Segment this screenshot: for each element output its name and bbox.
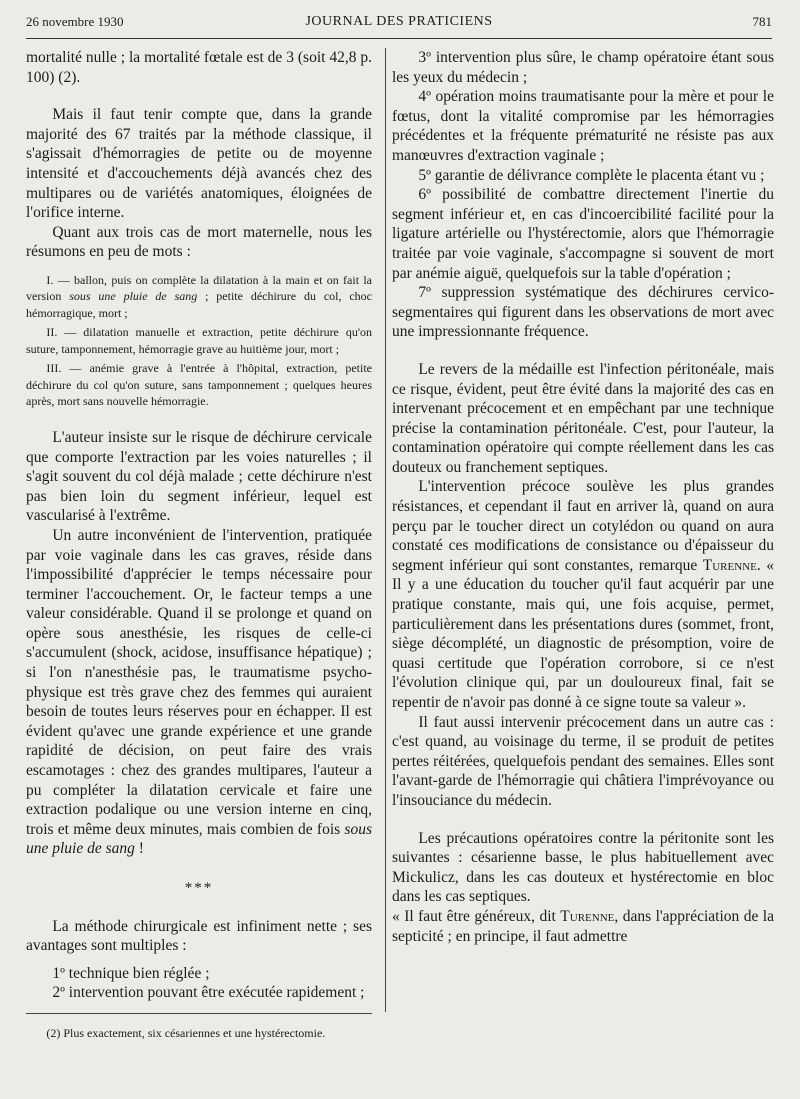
advantage-item: 1º technique bien réglée ; [52,964,210,982]
right-column [392,48,774,946]
paragraph: Mais il faut tenir compte que, dans la grande majorité des 67 traités par la méthode classique, il s'agissait d'hémorragies de petite ou de moyenne intensité et d'accouchements déjà avancés chez des multipares ou de variétés anatomiques, éloignées de l'orifice interne. [26,106,372,222]
advantage-item: 7º suppression systématique des déchirures cervico-segmentaires qui figurent dans les observations de mort avec une impressionnante fréquence. [392,284,774,341]
header-rule [26,38,772,39]
running-header [26,14,772,38]
case-item-2: II. — dilatation manuelle et extraction, petite déchirure qu'on suture, tamponnement, hémorragie grave au huitième jour, mort ; [26,325,372,356]
paragraph: L'auteur insiste sur le risque de déchirure cervicale que comporte l'extraction par les voies naturelles ; il s'agit souvent du col déjà malade ; cette déchirure n'est pas bien loin du segment inférieur, lequel est vascularisé à l'extrême. [26,428,372,525]
advantage-item: 5º garantie de délivrance complète le placenta étant vu ; [418,166,765,184]
paragraph: Le revers de la médaille est l'infection péritonéale, mais ce risque, évident, peut être évité dans la majorité des cas en intervenant précocement et en empêchant par une technique précise la contamination péritonéale. C'est, pour l'auteur, la contamination opératoire qui compte réellement dans les cas douteux ou franchement septiques. [392,360,774,476]
column-divider [385,48,386,1012]
paragraph: mortalité nulle ; la mortalité fœtale est de 3 (soit 42,8 p. 100) (2). [26,49,372,86]
advantage-item: 2º intervention pouvant être exécutée rapidement ; [52,984,365,1002]
paragraph: Il faut aussi intervenir précocement dans un autre cas : c'est quand, au voisinage du terme, il se produit de petites pertes réitérées, quelquefois pendant des semaines. Elles sont l'avant-garde de l'hémorragie qui châtiera l'imprévoyance ou l'insouciance du médecin. [392,713,774,809]
page-number: 781 [752,14,772,29]
case-item-1: I. — ballon, puis on complète la dilatation à la main et on fait la version sous une pluie de sang ; petite déchirure du col, choc hémorragique, mort ; [26,272,373,320]
case-item-3: III. — anémie grave à l'entrée à l'hôpital, extraction, petite déchirure du col qu'on suture, sans tamponnement ; quelques heures après, mort sans nouvelle hémorragie. [26,361,372,409]
paragraph: Quant aux trois cas de mort maternelle, nous les résumons en peu de mots : [26,223,372,261]
paragraph: La méthode chirurgicale est infiniment nette ; ses avantages sont multiples : [26,917,372,955]
paragraph: Les précautions opératoires contre la péritonite sont les suivantes : césarienne basse, le plus habituellement avec Mickulicz, dans les cas douteux et hystérectomie en bloc dans les cas septiques. [392,829,774,906]
paragraph: « Il faut être généreux, dit Turenne, dans l'appréciation de la septicité ; en principe, il faut admettre [392,907,774,945]
journal-title: JOURNAL DES PRATICIENS [305,14,493,29]
section-separator: *** [184,880,214,896]
footnote: (2) Plus exactement, six césariennes et une hystérectomie. [26,1013,372,1041]
advantage-item: 6º possibilité de combattre directement l'inertie du segment inférieur et, en cas d'incoercibilité facilité pour la ligature artérielle ou l'hystérectomie, alors que l'hémorragie traitée par voie vaginale, s'accompagne si souvent de mort par anémie aiguë, quelquefois sur la table d'opération ; [392,186,774,282]
paragraph: L'intervention précoce soulève les plus grandes résistances, et cependant il faut en arriver là, quand on aura perçu par le toucher direct un cotylédon ou quand on aura constaté ces modifications de consistance ou d'épaisseur du segment inférieur qui sont constantes, remarque Turenne. « Il y a une éducation du toucher qu'il faut acquérir par une pratique constante, mais qui, une fois acquise, permet, particulièrement dans les présentations dures (sommet, front, siège décomplété, un diagnostic de présomption, voire de quasi certitude que l'opération corrobore, si ce n'est l'évolution clinique qui, par un douloureux final, fait se repentir de n'avoir pas donné à ce signe toute sa valeur ». [392,478,774,711]
paragraph: Un autre inconvénient de l'intervention, pratiquée par voie vaginale dans les cas graves, réside dans l'impossibilité d'apprécier le temps nécessaire pour terminer l'accouchement. Or, le facteur temps a une valeur considérable. Quand il se prolonge et quand on opère sous anesthésie, les risques de celle-ci s'accumulent (shock, acidose, insuffisance hépatique) ; si l'on n'anesthésie pas, le traumatisme psycho-physique est très grave chez des femmes qui auraient besoin de toutes leurs réserves pour en échapper. Il est évident qu'avec une grande expérience et une grande rapidité de décision, on peut faire des vrais escamotages : chez des grandes multipares, l'auteur a pu compléter la dilatation cervicale et faire une extraction podalique ou une version interne en cinq, trois et même deux minutes, mais combien de fois sous une pluie de sang ! [26,526,372,858]
issue-date: 26 novembre 1930 [26,14,124,29]
advantage-item: 3º intervention plus sûre, le champ opératoire étant sous les yeux du médecin ; [392,49,774,86]
left-column [26,48,372,1041]
advantage-item: 4º opération moins traumatisante pour la mère et pour le fœtus, dont la vitalité compromise par les hémorragies précédentes et la fréquente prématurité ne résiste pas aux manœuvres d'extraction vaginale ; [392,88,774,164]
